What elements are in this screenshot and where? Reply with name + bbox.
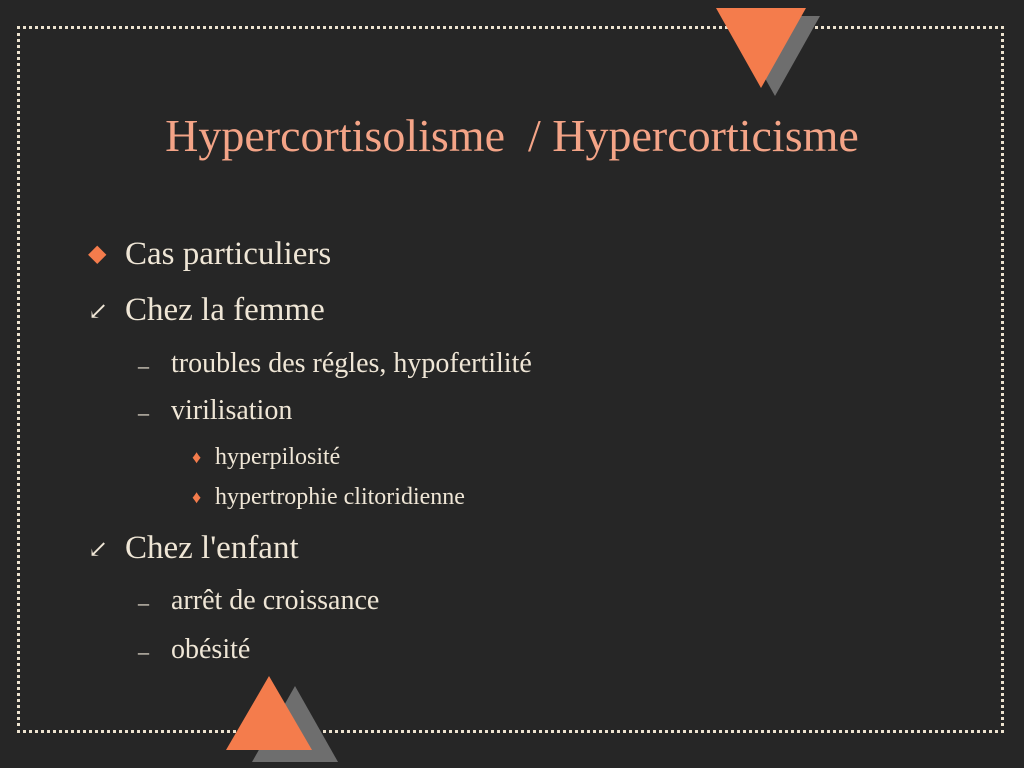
bullet-text: Cas particuliers [125, 236, 332, 272]
diamond-bullet-icon: ♦ [192, 447, 202, 467]
bullet-text: hypertrophie clitoridienne [215, 484, 465, 510]
dash-bullet-icon: – [138, 400, 149, 425]
bullet-text: Chez la femme [125, 292, 325, 328]
bullet-text: Chez l'enfant [125, 530, 299, 566]
arrow-bullet-icon: ↙ [88, 299, 109, 325]
dash-bullet-icon: – [138, 639, 149, 664]
bullet-text: troubles des régles, hypofertilité [171, 348, 532, 379]
bullet-text: hyperpilosité [215, 444, 341, 470]
diamond-bullet-icon: ◆ [88, 241, 107, 267]
dash-bullet-icon: – [138, 590, 149, 615]
bullet-text: arrêt de croissance [171, 585, 380, 616]
slide-title: Hypercortisolisme / Hypercorticisme [165, 110, 859, 161]
down-triangle-decoration-icon [712, 4, 824, 96]
bullet-text: obésité [171, 634, 251, 665]
arrow-bullet-icon: ↙ [88, 537, 109, 563]
dash-bullet-icon: – [138, 353, 149, 378]
diamond-bullet-icon: ♦ [192, 487, 202, 507]
bullet-text: virilisation [171, 395, 293, 426]
up-triangle-decoration-icon [220, 672, 344, 768]
